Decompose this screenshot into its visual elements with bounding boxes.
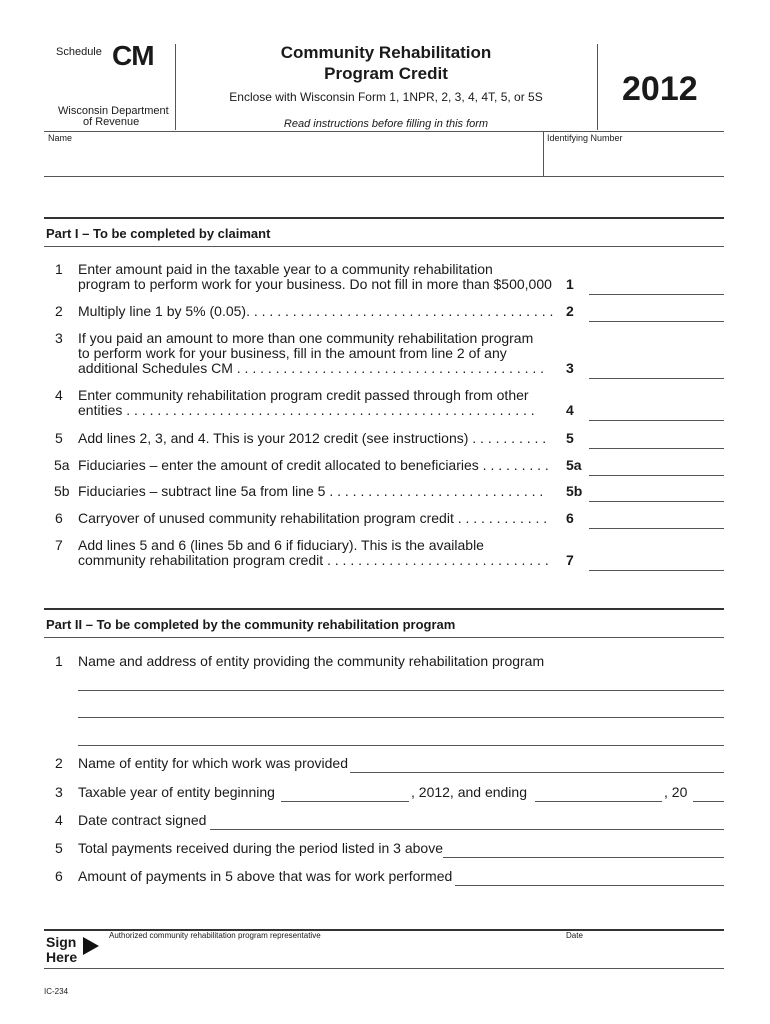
p2-line1-field-b[interactable]: [78, 717, 724, 718]
p1-line-text: Add lines 5 and 6 (lines 5b and 6 if fiduciary). This is the available: [78, 537, 484, 553]
sign-label-line1: Sign: [46, 934, 77, 950]
p1-line-amount-field[interactable]: [589, 501, 724, 502]
representative-label: Authorized community rehabilitation program representative: [109, 931, 321, 940]
read-instructions-note: Read instructions before filling in this form: [283, 118, 489, 130]
p1-line-ref: 7: [566, 552, 574, 568]
p1-line-number: 5a: [54, 457, 70, 473]
p1-line-ref: 6: [566, 510, 574, 526]
p1-line-ref: 5b: [566, 483, 583, 499]
p2-line6-field[interactable]: [455, 885, 724, 886]
part1-top-rule: [44, 217, 724, 219]
part1-heading-rule: [44, 246, 724, 247]
p1-line-text: Enter community rehabilitation program credit passed through from other: [78, 387, 529, 403]
p2-line3-begin-field[interactable]: [281, 801, 409, 802]
schedule-label: Schedule: [56, 46, 102, 58]
p2-line1-number: 1: [55, 653, 63, 669]
p2-line2-field[interactable]: [350, 772, 724, 773]
p1-line-text: If you paid an amount to more than one community rehabilitation program: [78, 330, 534, 346]
schedule-code: CM: [112, 40, 154, 71]
p1-line-text: Fiduciaries – subtract line 5a from line 5 . . . . . . . . . . . . . . . . . . . . . . . . . . . .: [78, 483, 544, 499]
form-title-line1: Community Rehabilitation: [280, 43, 492, 62]
signature-field[interactable]: [106, 941, 556, 967]
p1-line-number: 2: [55, 303, 63, 319]
p1-line-text: Add lines 2, 3, and 4. This is your 2012 credit (see instructions) . . . . . . . . . .: [78, 430, 547, 446]
p1-line-amount-field[interactable]: [589, 321, 724, 322]
date-label: Date: [566, 931, 583, 940]
p2-line5-number: 5: [55, 840, 63, 856]
form-title-line2: Program Credit: [324, 64, 448, 83]
p1-line-text: Multiply line 1 by 5% (0.05). . . . . . . . . . . . . . . . . . . . . . . . . . . . . . . . . . . . . . . .: [78, 303, 554, 319]
p1-line-ref: 4: [566, 402, 574, 418]
p1-line-amount-field[interactable]: [589, 570, 724, 571]
sign-arrow-icon: [83, 937, 99, 955]
p2-line6-label: Amount of payments in 5 above that was for work performed: [78, 868, 453, 884]
identifying-number-label: Identifying Number: [547, 133, 623, 143]
p1-line-ref: 2: [566, 303, 574, 319]
p1-line-amount-field[interactable]: [589, 378, 724, 379]
p1-line-text: Carryover of unused community rehabilitation program credit . . . . . . . . . . . .: [78, 510, 548, 526]
p1-line-amount-field[interactable]: [589, 448, 724, 449]
p1-line-text: Enter amount paid in the taxable year to a community rehabilitation: [78, 261, 493, 277]
p2-line3-mid-label: , 2012, and ending: [411, 784, 527, 800]
dept-line2: of Revenue: [83, 116, 140, 128]
enclose-note: Enclose with Wisconsin Form 1, 1NPR, 2, 3, 4, 4T, 5, or 5S: [229, 90, 543, 104]
p2-line2-label: Name of entity for which work was provided: [78, 755, 348, 771]
p2-line4-field[interactable]: [210, 829, 724, 830]
p1-line-text: additional Schedules CM . . . . . . . . . . . . . . . . . . . . . . . . . . . . . . . . . . . . . . . .: [78, 360, 545, 376]
p2-line1-label: Name and address of entity providing the community rehabilitation program: [78, 653, 545, 669]
p1-line-text: entities . . . . . . . . . . . . . . . . . . . . . . . . . . . . . . . . . . . . . . . . . . . . . . . . . . . . .: [78, 402, 535, 418]
p1-line-text: to perform work for your business, fill in the amount from line 2 of any: [78, 345, 507, 361]
name-field-line: [44, 176, 724, 177]
name-field[interactable]: [44, 143, 542, 175]
p1-line-text: community rehabilitation program credit . . . . . . . . . . . . . . . . . . . . . . . . . . . . .: [78, 552, 549, 568]
p1-line-number: 1: [55, 261, 63, 277]
header-divider-right: [597, 44, 598, 130]
dept-line1: Wisconsin Department: [58, 105, 169, 117]
p1-line-amount-field[interactable]: [589, 294, 724, 295]
part2-top-rule: [44, 608, 724, 610]
part2-heading-rule: [44, 637, 724, 638]
p2-line3-year-field[interactable]: [693, 801, 724, 802]
p2-line1-field-a[interactable]: [78, 690, 724, 691]
date-field[interactable]: [563, 941, 723, 967]
p1-line-text: program to perform work for your business. Do not fill in more than $500,000: [78, 276, 552, 292]
part1-heading: Part I – To be completed by claimant: [46, 226, 271, 241]
p2-line2-number: 2: [55, 755, 63, 771]
p1-line-amount-field[interactable]: [589, 420, 724, 421]
p1-line-ref: 3: [566, 360, 574, 376]
p2-line1-field-c[interactable]: [78, 745, 724, 746]
tax-year: 2012: [622, 70, 698, 108]
p2-line4-label: Date contract signed: [78, 812, 207, 828]
name-id-divider: [543, 131, 544, 177]
p2-line3-number: 3: [55, 784, 63, 800]
form-id: IC-234: [44, 987, 69, 996]
p1-line-ref: 1: [566, 276, 574, 292]
p1-line-number: 5: [55, 430, 63, 446]
p2-line6-number: 6: [55, 868, 63, 884]
p2-line4-number: 4: [55, 812, 63, 828]
p1-line-number: 3: [55, 330, 63, 346]
name-label: Name: [48, 133, 73, 143]
identifying-number-field[interactable]: [545, 143, 723, 175]
p2-line3-end-field[interactable]: [535, 801, 662, 802]
p1-line-number: 4: [55, 387, 63, 403]
p1-line-ref: 5: [566, 430, 574, 446]
sign-bottom-rule: [44, 968, 724, 969]
p1-line-text: Fiduciaries – enter the amount of credit allocated to beneficiaries . . . . . . . . .: [78, 457, 549, 473]
header-divider-left: [175, 44, 176, 130]
p2-line3-year-label: , 20: [664, 784, 688, 800]
p2-line5-field[interactable]: [443, 857, 724, 858]
p1-line-number: 7: [55, 537, 63, 553]
part2-heading: Part II – To be completed by the community rehabilitation program: [46, 617, 456, 632]
p2-line5-label: Total payments received during the period listed in 3 above: [78, 840, 443, 856]
p1-line-number: 6: [55, 510, 63, 526]
p1-line-ref: 5a: [566, 457, 582, 473]
p1-line-amount-field[interactable]: [589, 475, 724, 476]
p1-line-amount-field[interactable]: [589, 528, 724, 529]
p1-line-number: 5b: [54, 483, 70, 499]
header-bottom-rule: [44, 131, 724, 132]
sign-label-line2: Here: [46, 949, 78, 965]
p2-line3-label: Taxable year of entity beginning: [78, 784, 275, 800]
